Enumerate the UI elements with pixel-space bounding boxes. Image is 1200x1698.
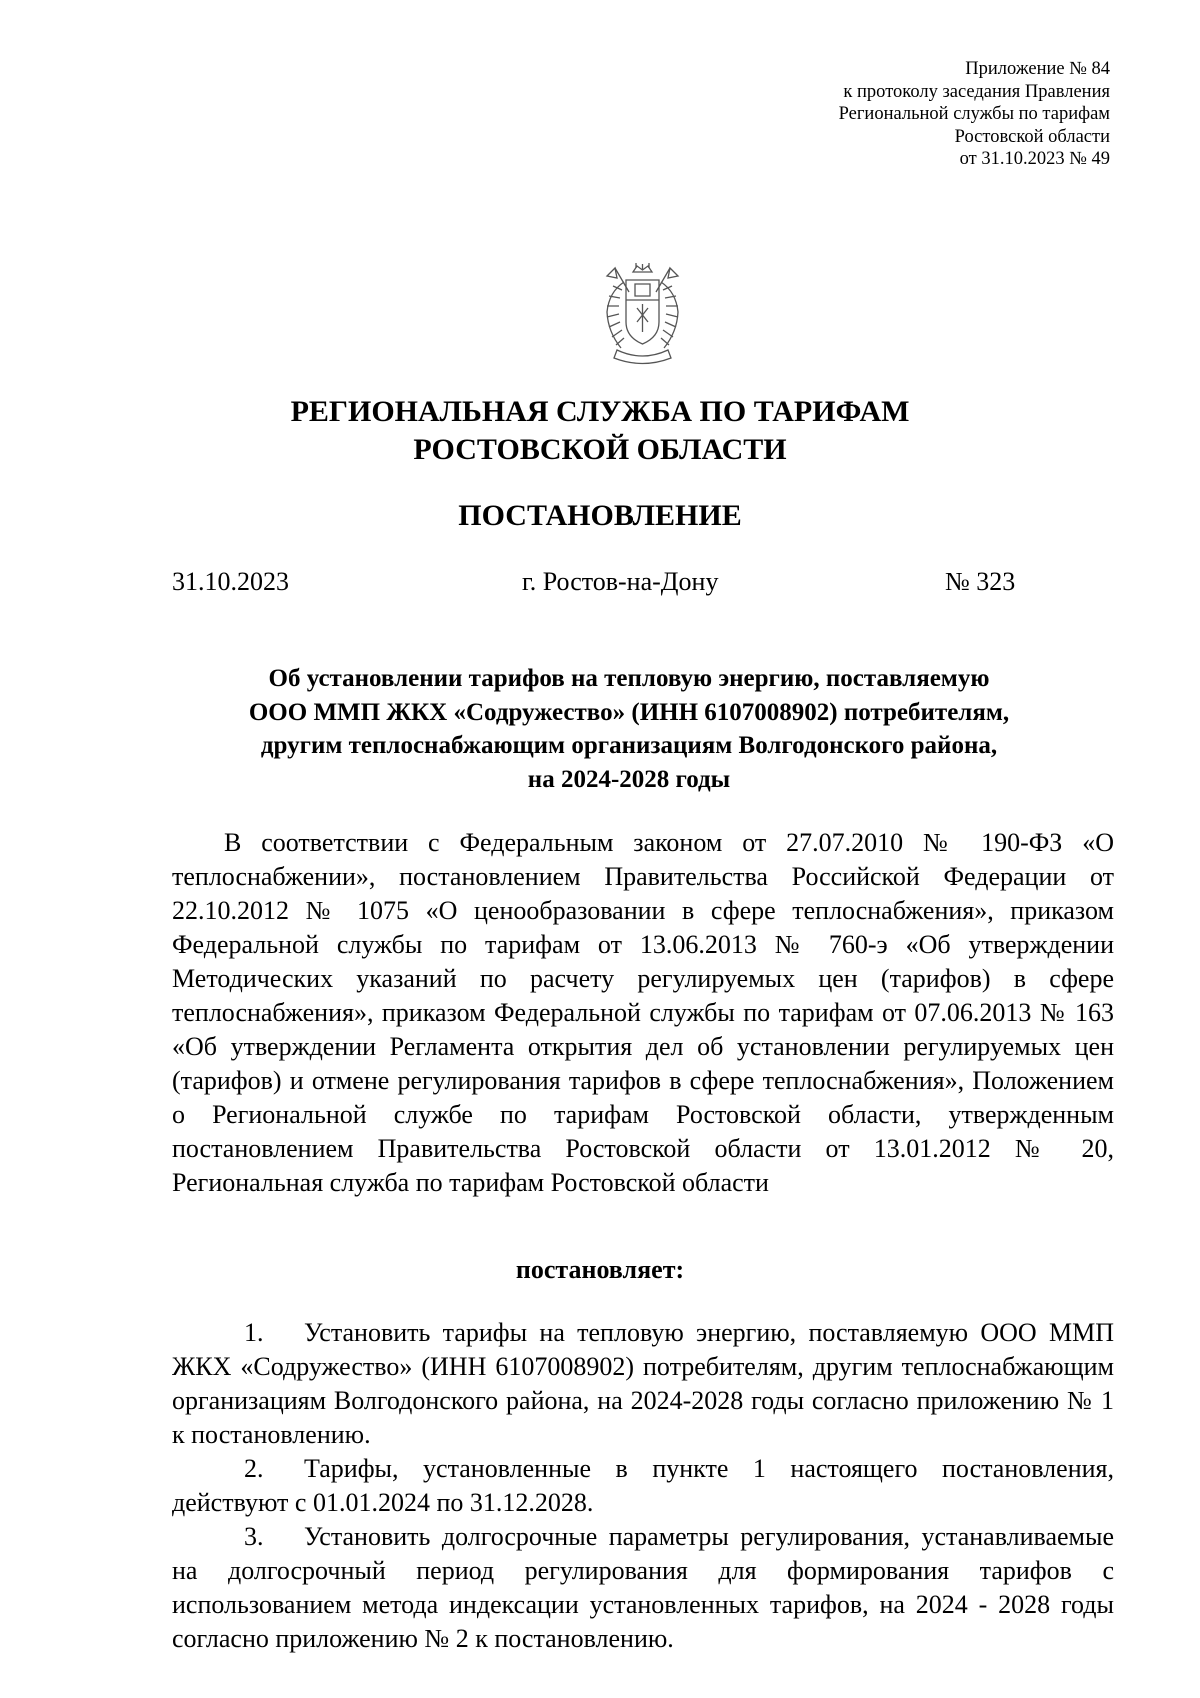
decree-item: [172, 1316, 1114, 1452]
decree-item-number: 1.: [244, 1318, 264, 1347]
document-city: г. Ростов-на-Дону: [522, 567, 719, 596]
document-number: № 323: [945, 567, 1016, 596]
preamble-paragraph: В соответствии с Федеральным законом от 27.07.2010 № 190-ФЗ «О теплоснабжении», постановлением Правительства Российской Федерации от 22.10.2012 № 1075 «О ценообразовании в сфере теплоснабжения», приказом Федеральной службы по тарифам от 13.06.2013 № 760-э «Об утверждении Методических указаний по расчету регулируемых цен (тарифов) в сфере теплоснабжения», приказом Федеральной службы по тарифам от 07.06.2013 № 163 «Об утверждении Регламента открытия дел об установлении регулируемых цен (тарифов) и отмене регулирования тарифов в сфере теплоснабжения», Положением о Региональной службе по тарифам Ростовской области, утвержденным постановлением Правительства Ростовской области от 13.01.2012 № 20, Региональная служба по тарифам Ростовской области: [172, 828, 1114, 1197]
subject-line: ООО ММП ЖКХ «Содружество» (ИНН 6107008902) потребителям,: [248, 698, 1010, 726]
document-type-title: ПОСТАНОВЛЕНИЕ: [458, 499, 742, 532]
organization-name: [0, 393, 1200, 469]
decree-item-text: Установить тарифы на тепловую энергию, поставляемую ООО ММП ЖКХ «Содружество» (ИНН 6107008902) потребителям, другим теплоснабжающим организациям Волгодонского района, на 2024-2028 годы согласно приложению № 1 к постановлению.: [172, 1318, 1114, 1449]
coat-of-arms-icon: [595, 262, 690, 370]
decree-item-text: Установить долгосрочные параметры регулирования, устанавливаемые на долгосрочный период регулирования для формирования тарифов с использованием метода индексации установленных тарифов, на 2024 - 2028 годы согласно приложению № 2 к постановлению.: [172, 1522, 1114, 1653]
organization-name-line: РЕГИОНАЛЬНАЯ СЛУЖБА ПО ТАРИФАМ: [290, 395, 910, 428]
document-date: 31.10.2023: [172, 567, 289, 596]
appendix-line: к протоколу заседания Правления: [843, 81, 1110, 102]
appendix-line: Приложение № 84: [965, 59, 1110, 79]
decree-item-number: 2.: [244, 1454, 264, 1483]
decree-word: постановляет:: [515, 1255, 685, 1284]
decree-item: [172, 1520, 1114, 1656]
appendix-line: Ростовской области: [954, 126, 1110, 147]
subject-line: Об установлении тарифов на тепловую энергию, поставляемую: [268, 665, 990, 692]
subject-line: на 2024-2028 годы: [527, 765, 731, 793]
decree-item-number: 3.: [244, 1522, 264, 1551]
decree-item: [172, 1452, 1114, 1520]
subject-line: другим теплоснабжающим организациям Волгодонского района,: [260, 732, 998, 759]
organization-name-line: РОСТОВСКОЙ ОБЛАСТИ: [413, 433, 787, 466]
appendix-line: от 31.10.2023 № 49: [959, 149, 1110, 169]
decree-items-list: [172, 1316, 1114, 1656]
appendix-reference: [839, 58, 1110, 171]
decree-item-text: Тарифы, установленные в пункте 1 настоящего постановления, действуют с 01.01.2024 по 31.12.2028.: [172, 1454, 1114, 1517]
document-subject: [172, 662, 1086, 796]
appendix-line: Региональной службы по тарифам: [838, 104, 1110, 124]
